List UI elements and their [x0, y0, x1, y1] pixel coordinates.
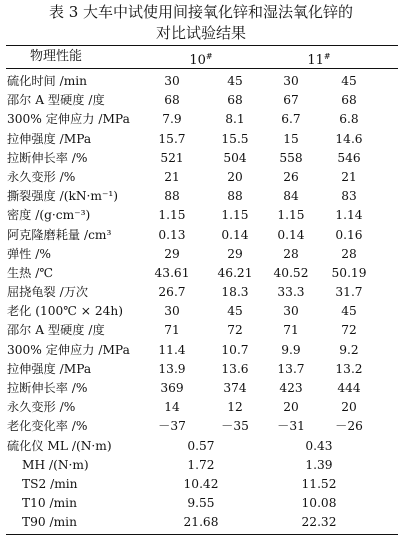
table-row: [0, 110, 402, 129]
cell-value: 9.2: [339, 342, 359, 357]
cell-value: 558: [279, 150, 303, 165]
table-top-rule: [6, 45, 398, 46]
cell-value: 29: [164, 246, 180, 261]
cell-value: 30: [283, 304, 299, 319]
cell-value: 10.7: [221, 342, 249, 357]
table-row: [0, 91, 402, 110]
table-row: [0, 321, 402, 340]
cell-value: 0.16: [335, 227, 363, 242]
table-caption-line1: 表 3 大车中试使用间接氧化锌和湿法氧化锌的: [48, 3, 354, 21]
row-label: MH /(N·m): [22, 457, 89, 472]
cell-value: 7.9: [162, 112, 182, 127]
cell-value: 68: [164, 93, 180, 108]
row-label: T90 /min: [22, 515, 77, 530]
cell-value: 0.14: [221, 227, 249, 242]
cell-value: 9.9: [281, 342, 301, 357]
cell-value: 6.7: [281, 112, 301, 127]
cell-value: 369: [160, 381, 184, 395]
row-label: 拉伸强度 /MPa: [7, 131, 92, 146]
table-bottom-rule: [6, 534, 398, 535]
cell-value: 88: [164, 189, 180, 204]
cell-value: 521: [160, 150, 184, 165]
header-sample-sup: #: [205, 52, 213, 61]
table-row: [0, 72, 402, 91]
cell-value: 11.4: [158, 342, 186, 357]
cell-value: 68: [341, 93, 357, 108]
row-label: 拉伸强度 /MPa: [7, 361, 92, 376]
cell-value: 20: [341, 400, 357, 415]
cell-value: 30: [164, 304, 180, 319]
cell-value: 1.14: [335, 208, 363, 223]
row-label: 密度 /(g·cm⁻³): [7, 208, 91, 223]
cell-value: 43.61: [154, 265, 190, 280]
row-label: 永久变形 /%: [7, 400, 76, 415]
cell-value: 1.39: [305, 457, 333, 472]
cell-value: 26: [283, 169, 299, 184]
table-body: [0, 72, 402, 533]
cell-value: 14.6: [335, 131, 363, 146]
header-sample-10: [189, 49, 212, 69]
table-row: [0, 187, 402, 206]
cell-value: 88: [227, 189, 243, 204]
cell-value: 29: [227, 246, 243, 261]
cell-value: 28: [283, 246, 299, 261]
cell-value: 15: [283, 131, 299, 146]
table-row: [0, 245, 402, 264]
cure-row: [0, 437, 402, 456]
row-label: 拉断伸长率 /%: [7, 381, 88, 395]
table-row: [0, 264, 402, 283]
row-label: 300% 定伸应力 /MPa: [7, 342, 130, 357]
cell-value: 13.6: [221, 361, 249, 376]
row-label: 硫化时间 /min: [7, 74, 88, 88]
cell-value: 21: [164, 169, 180, 184]
cell-value: －37: [158, 419, 186, 434]
cell-value: 504: [223, 150, 247, 165]
cell-value: 71: [164, 323, 180, 338]
cell-value: 45: [227, 74, 243, 88]
cell-value: 71: [283, 323, 299, 338]
cell-value: 33.3: [277, 285, 305, 300]
header-rule: [6, 68, 398, 69]
cure-row: [0, 475, 402, 494]
cell-value: 8.1: [225, 112, 245, 127]
cell-value: 1.15: [158, 208, 186, 223]
header-sample-label: 10: [189, 53, 206, 68]
cell-value: 68: [227, 93, 243, 108]
row-label: 邵尔 A 型硬度 /度: [7, 323, 105, 338]
table-row: [0, 226, 402, 245]
cell-value: 0.57: [187, 438, 215, 453]
cell-value: 12: [227, 400, 243, 415]
cell-value: 20: [227, 169, 243, 184]
cell-value: 50.19: [331, 265, 367, 280]
cell-value: 22.32: [301, 515, 337, 530]
row-label: 生热 /℃: [7, 265, 53, 280]
cell-value: 30: [164, 74, 180, 88]
cell-value: 0.13: [158, 227, 186, 242]
cell-value: 30: [283, 74, 299, 88]
cell-value: 83: [341, 189, 357, 204]
row-label: 邵尔 A 型硬度 /度: [7, 93, 105, 108]
cell-value: 6.8: [339, 112, 359, 127]
table-row: [0, 341, 402, 360]
cell-value: 423: [279, 381, 303, 395]
cell-value: 13.7: [277, 361, 305, 376]
cell-value: 14: [164, 400, 180, 415]
table-row: [0, 379, 402, 398]
row-label: 永久变形 /%: [7, 169, 76, 184]
row-label: T10 /min: [22, 496, 77, 511]
cell-value: 31.7: [335, 285, 363, 300]
row-label: 撕裂强度 /(kN·m⁻¹): [7, 189, 119, 204]
table-row: [0, 283, 402, 302]
cure-row: [0, 513, 402, 532]
cell-value: 13.2: [335, 361, 363, 376]
row-label: 老化变化率 /%: [7, 419, 88, 434]
row-label: 屈挠龟裂 /万次: [7, 285, 89, 300]
cell-value: 72: [341, 323, 357, 338]
row-label: 阿克隆磨耗量 /cm³: [7, 227, 112, 242]
cell-value: 0.14: [277, 227, 305, 242]
cell-value: 15.7: [158, 131, 186, 146]
cell-value: 40.52: [273, 265, 309, 280]
cell-value: －26: [335, 419, 363, 434]
row-label: TS2 /min: [22, 476, 78, 491]
cell-value: 72: [227, 323, 243, 338]
table-row: [0, 417, 402, 436]
cure-row: [0, 494, 402, 513]
row-label: 拉断伸长率 /%: [7, 150, 88, 165]
cell-value: 444: [337, 381, 361, 395]
cell-value: 67: [283, 93, 299, 108]
cell-value: 13.9: [158, 361, 186, 376]
cell-value: 21: [341, 169, 357, 184]
cell-value: 45: [227, 304, 243, 319]
cell-value: 374: [223, 381, 247, 395]
cell-value: 10.42: [183, 476, 219, 491]
table-row: [0, 206, 402, 225]
cell-value: －31: [277, 419, 305, 434]
row-label: 老化 (100℃ × 24h): [7, 304, 123, 319]
cell-value: 84: [283, 189, 299, 204]
table-row: [0, 168, 402, 187]
row-label: 弹性 /%: [7, 246, 51, 261]
header-sample-sup: #: [323, 52, 331, 61]
row-label: 硫化仪 ML /(N·m): [7, 438, 112, 453]
header-property: 物理性能: [30, 49, 83, 64]
cell-value: 1.72: [187, 457, 215, 472]
cell-value: 10.08: [301, 496, 337, 511]
cell-value: 45: [341, 74, 357, 88]
cell-value: 46.21: [217, 265, 253, 280]
header-sample-label: 11: [307, 53, 324, 68]
cell-value: 1.15: [277, 208, 305, 223]
cell-value: 11.52: [301, 476, 337, 491]
table-caption-line2: 对比试验结果: [155, 24, 246, 42]
cell-value: 21.68: [183, 515, 219, 530]
cell-value: －35: [221, 419, 249, 434]
cell-value: 28: [341, 246, 357, 261]
cell-value: 1.15: [221, 208, 249, 223]
cell-value: 15.5: [221, 131, 249, 146]
header-sample-11: [307, 49, 330, 69]
cell-value: 0.43: [305, 438, 333, 453]
table-row: [0, 149, 402, 168]
cell-value: 45: [341, 304, 357, 319]
table-row: [0, 302, 402, 321]
cell-value: 20: [283, 400, 299, 415]
cell-value: 9.55: [187, 496, 215, 511]
table-row: [0, 130, 402, 149]
cell-value: 18.3: [221, 285, 249, 300]
table-row: [0, 360, 402, 379]
row-label: 300% 定伸应力 /MPa: [7, 112, 130, 127]
cell-value: 26.7: [158, 285, 186, 300]
cure-row: [0, 456, 402, 475]
cell-value: 546: [337, 150, 361, 165]
table-row: [0, 398, 402, 417]
